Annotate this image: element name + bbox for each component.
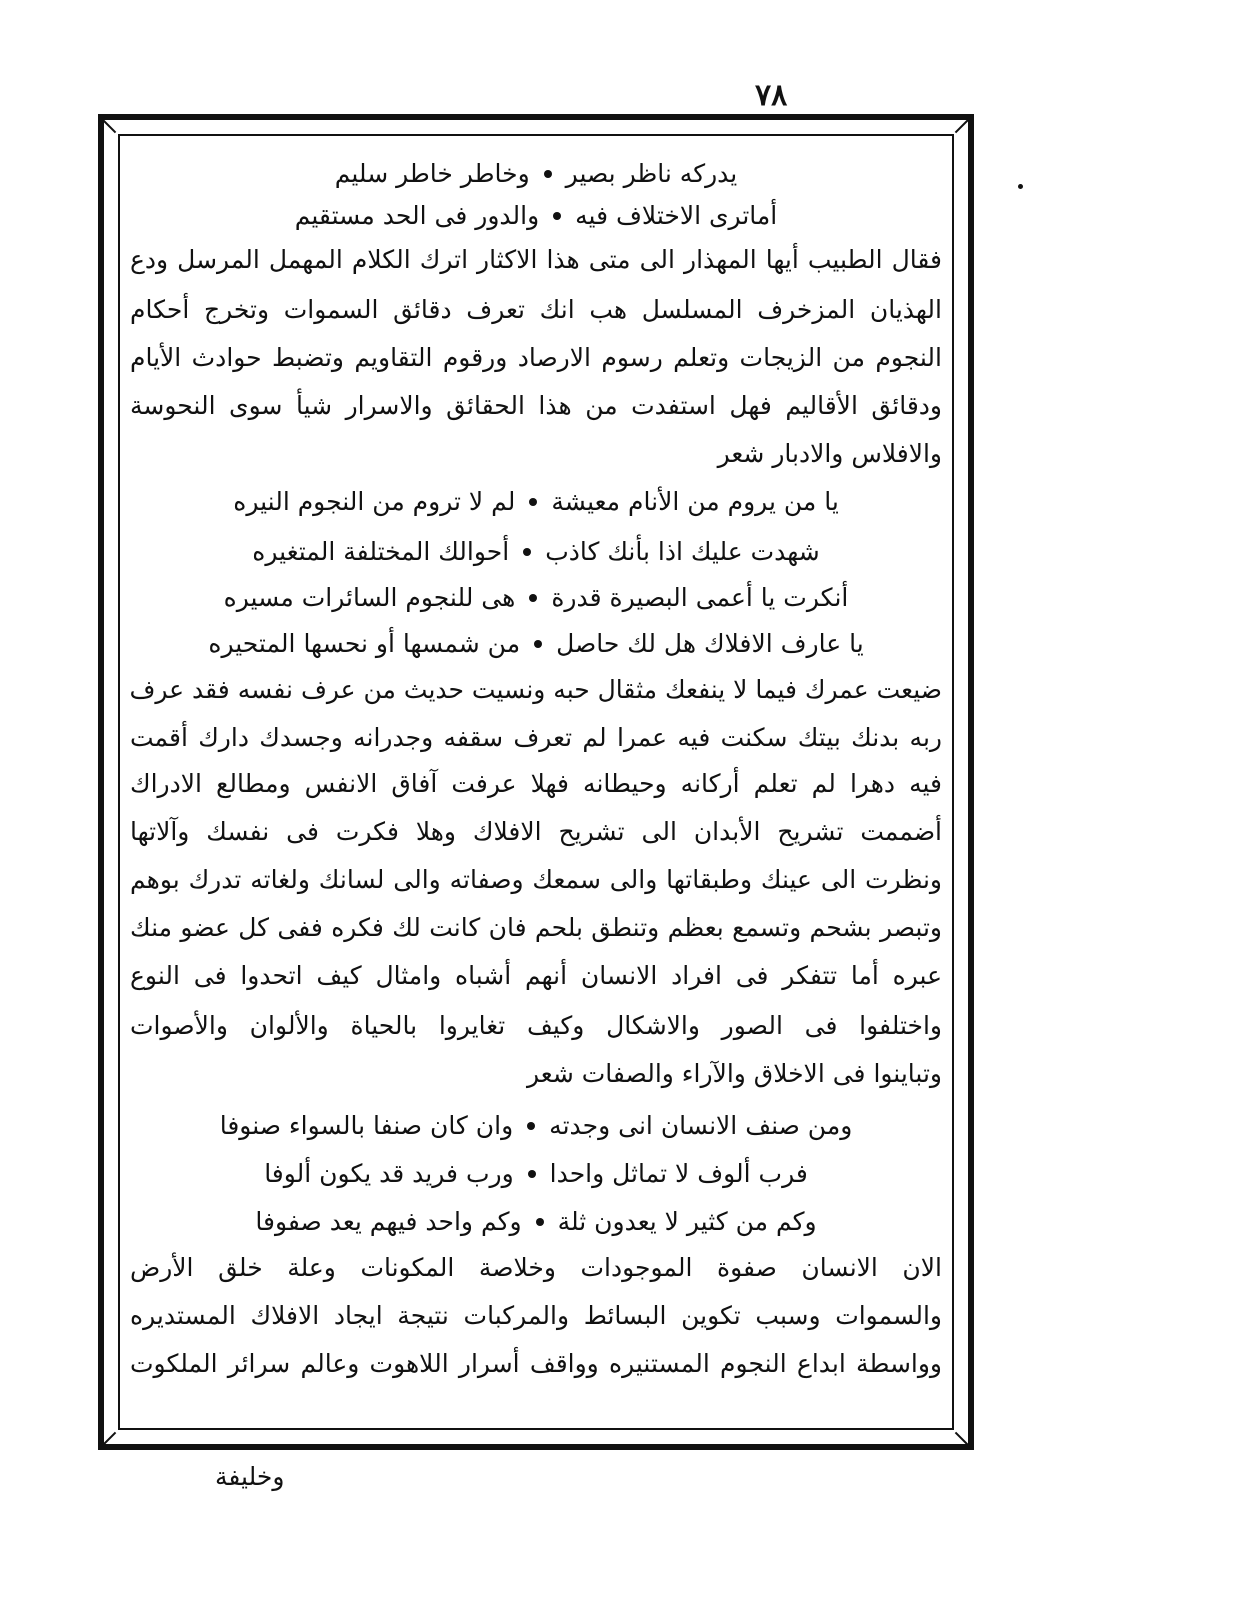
verse-separator-dot [529,498,537,506]
prose-line: واختلفوا فى الصور والاشكال وكيف تغايروا بالحياة والألوان والأصوات [130,1011,942,1040]
verse-line [124,574,948,622]
verse-second-hemistich: أحوالك المختلفة المتغيره [252,537,510,566]
verse-line [124,1150,948,1198]
page-number: ٧٨ [755,78,788,113]
verse-first-hemistich: أنكرت يا أعمى البصيرة قدرة [551,583,849,612]
verse-first-hemistich: ومن صنف الانسان انى وجدته [549,1111,853,1140]
prose-line: أضممت تشريح الأبدان الى تشريح الافلاك وهلا فكرت فى نفسك وآلاتها [130,817,942,846]
prose-line: وتبصر بشحم وتسمع بعظم وتنطق بلحم فان كانت لك فكره ففى كل عضو منك [130,913,942,942]
verse-second-hemistich: من شمسها أو نحسها المتحيره [208,629,521,658]
prose-line: ضيعت عمرك فيما لا ينفعك مثقال حبه ونسيت حديث من عرف نفسه فقد عرف [129,675,942,704]
verse-line [124,478,948,526]
verse-first-hemistich: شهدت عليك اذا بأنك كاذب [545,537,820,566]
prose-line: فيه دهرا لم تعلم أركانه وحيطانه فهلا عرفت آفاق الانفس ومطالع الادراك [130,769,942,798]
verse-separator-dot [534,640,542,648]
prose-line: النجوم من الزيجات وتعلم رسوم الارصاد ورقوم التقاويم وتضبط حوادث الأيام [130,343,942,372]
verse-line [124,1198,948,1246]
verse-separator-dot [528,1170,536,1178]
margin-dot [1018,184,1023,189]
verse-line [124,150,948,198]
verse-second-hemistich: لم لا تروم من النجوم النيره [233,487,516,516]
verse-second-hemistich: هى للنجوم السائرات مسيره [223,583,516,612]
prose-line: ونظرت الى عينك وطبقاتها والى سمعك وصفاته والى لسانك ولغاته تدرك بوهم [130,865,942,894]
verse-first-hemistich: يدركه ناظر بصير [565,159,738,188]
verse-first-hemistich: يا عارف الافلاك هل لك حاصل [556,629,864,658]
prose-line-short: والافلاس والادبار شعر [717,439,942,468]
verse-first-hemistich: يا من يروم من الأنام معيشة [551,487,839,516]
text-block [124,142,948,1426]
verse-first-hemistich: أماترى الاختلاف فيه [575,201,778,230]
verse-second-hemistich: والدور فى الحد مستقيم [294,201,540,230]
verse-separator-dot [527,1122,535,1130]
prose-line: ربه بدنك بيتك سكنت فيه عمرا لم تعرف سقفه وجدرانه وجسدك دارك أقمت [130,723,942,752]
prose-line: فقال الطبيب أيها المهذار الى متى هذا الاكثار اترك الكلام المهمل المرسل ودع [130,245,942,274]
verse-second-hemistich: وكم واحد فيهم يعد صفوفا [255,1207,522,1236]
verse-first-hemistich: وكم من كثير لا يعدون ثلة [557,1207,817,1236]
prose-line: وواسطة ابداع النجوم المستنيره وواقف أسرار اللاهوت وعالم سرائر الملكوت [130,1349,942,1378]
verse-separator-dot [523,548,531,556]
verse-second-hemistich: وان كان صنفا بالسواء صنوفا [219,1111,514,1140]
verse-separator-dot [544,170,552,178]
verse-separator-dot [529,594,537,602]
prose-line: والسموات وسبب تكوين البسائط والمركبات نتيجة ايجاد الافلاك المستديره [130,1301,942,1330]
verse-separator-dot [553,212,561,220]
verse-second-hemistich: ورب فريد قد يكون ألوفا [264,1159,514,1188]
prose-line-short: وتباينوا فى الاخلاق والآراء والصفات شعر [526,1059,942,1088]
verse-first-hemistich: فرب ألوف لا تماثل واحدا [549,1159,808,1188]
prose-line: ودقائق الأقاليم فهل استفدت من هذا الحقائق والاسرار شيأ سوى النحوسة [130,391,942,420]
verse-line [124,620,948,668]
prose-line: الان الانسان صفوة الموجودات وخلاصة المكونات وعلة خلق الأرض [130,1253,942,1282]
verse-line [124,528,948,576]
prose-line: عبره أما تتفكر فى افراد الانسان أنهم أشباه وامثال كيف اتحدوا فى النوع [130,961,942,990]
catchword: وخليفة [215,1462,285,1491]
verse-line [124,1102,948,1150]
verse-separator-dot [536,1218,544,1226]
verse-second-hemistich: وخاطر خاطر سليم [334,159,530,188]
verse-line [124,192,948,240]
prose-line: الهذيان المزخرف المسلسل هب انك تعرف دقائق السموات وتخرج أحكام [130,295,942,324]
